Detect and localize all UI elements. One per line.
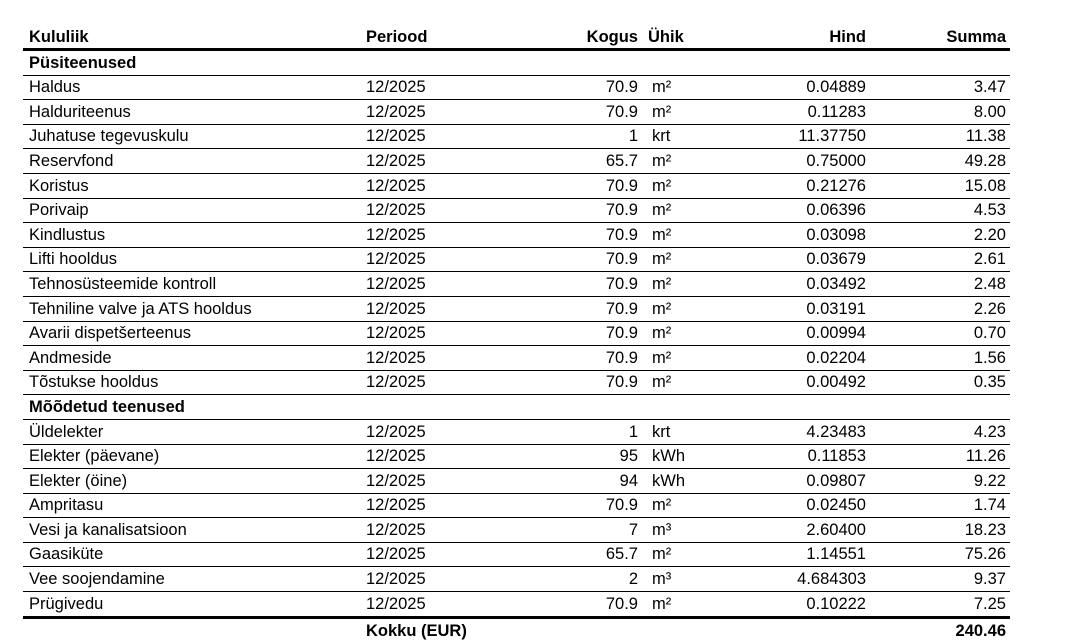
cell-unit: m² bbox=[642, 149, 727, 174]
cell-price: 0.11853 bbox=[727, 444, 870, 469]
cell-period: 12/2025 bbox=[360, 321, 520, 346]
cell-price: 4.23483 bbox=[727, 419, 870, 444]
table-row bbox=[23, 75, 1010, 100]
cell-period: 12/2025 bbox=[360, 198, 520, 223]
cell-quantity: 70.9 bbox=[520, 198, 642, 223]
table-row bbox=[23, 100, 1010, 125]
cell-period: 12/2025 bbox=[360, 493, 520, 518]
cell-quantity: 70.9 bbox=[520, 223, 642, 248]
cell-quantity: 70.9 bbox=[520, 296, 642, 321]
cell-item: Juhatuse tegevuskulu bbox=[23, 124, 360, 149]
header-price: Hind bbox=[727, 27, 870, 50]
cell-unit: krt bbox=[642, 124, 727, 149]
table-row bbox=[23, 124, 1010, 149]
cell-sum: 1.74 bbox=[870, 493, 1010, 518]
cell-period: 12/2025 bbox=[360, 223, 520, 248]
cell-quantity: 1 bbox=[520, 124, 642, 149]
cell-item: Tõstukse hooldus bbox=[23, 370, 360, 395]
table-row bbox=[23, 149, 1010, 174]
table-row bbox=[23, 321, 1010, 346]
table-row bbox=[23, 247, 1010, 272]
cell-unit: m² bbox=[642, 321, 727, 346]
cell-unit: m² bbox=[642, 493, 727, 518]
table-row bbox=[23, 346, 1010, 371]
cell-period: 12/2025 bbox=[360, 247, 520, 272]
cell-item: Andmeside bbox=[23, 346, 360, 371]
cell-price: 0.09807 bbox=[727, 469, 870, 494]
cell-unit: m² bbox=[642, 370, 727, 395]
cell-unit: m² bbox=[642, 100, 727, 125]
table-row bbox=[23, 419, 1010, 444]
cell-price: 4.684303 bbox=[727, 567, 870, 592]
cell-price: 11.37750 bbox=[727, 124, 870, 149]
cell-unit: m² bbox=[642, 198, 727, 223]
cell-quantity: 70.9 bbox=[520, 100, 642, 125]
cell-item: Prügivedu bbox=[23, 592, 360, 618]
cell-quantity: 70.9 bbox=[520, 75, 642, 100]
cell-item: Lifti hooldus bbox=[23, 247, 360, 272]
cell-sum: 9.22 bbox=[870, 469, 1010, 494]
cell-price: 0.03191 bbox=[727, 296, 870, 321]
cell-quantity: 65.7 bbox=[520, 542, 642, 567]
header-sum: Summa bbox=[870, 27, 1010, 50]
table-row bbox=[23, 493, 1010, 518]
cell-item: Tehnosüsteemide kontroll bbox=[23, 272, 360, 297]
cell-quantity: 70.9 bbox=[520, 321, 642, 346]
cell-sum: 2.26 bbox=[870, 296, 1010, 321]
cell-item: Elekter (päevane) bbox=[23, 444, 360, 469]
table-row bbox=[23, 518, 1010, 543]
cell-quantity: 94 bbox=[520, 469, 642, 494]
cell-sum: 2.61 bbox=[870, 247, 1010, 272]
header-item: Kululiik bbox=[23, 27, 360, 50]
cell-quantity: 70.9 bbox=[520, 247, 642, 272]
cell-period: 12/2025 bbox=[360, 419, 520, 444]
cell-sum: 9.37 bbox=[870, 567, 1010, 592]
cell-sum: 3.47 bbox=[870, 75, 1010, 100]
cell-quantity: 70.9 bbox=[520, 493, 642, 518]
cell-item: Halduriteenus bbox=[23, 100, 360, 125]
cell-quantity: 2 bbox=[520, 567, 642, 592]
cell-price: 0.00492 bbox=[727, 370, 870, 395]
total-value: 240.46 bbox=[955, 621, 1006, 640]
table-row bbox=[23, 223, 1010, 248]
cost-table bbox=[23, 27, 1010, 643]
cell-unit: krt bbox=[642, 419, 727, 444]
cell-sum: 2.48 bbox=[870, 272, 1010, 297]
table-row bbox=[23, 173, 1010, 198]
cell-sum: 2.20 bbox=[870, 223, 1010, 248]
cell-item: Ampritasu bbox=[23, 493, 360, 518]
cell-period: 12/2025 bbox=[360, 518, 520, 543]
cell-period: 12/2025 bbox=[360, 346, 520, 371]
cell-unit: m² bbox=[642, 173, 727, 198]
cell-period: 12/2025 bbox=[360, 296, 520, 321]
cell-item: Üldelekter bbox=[23, 419, 360, 444]
header-quantity: Kogus bbox=[520, 27, 642, 50]
cell-unit: m² bbox=[642, 75, 727, 100]
cell-price: 0.11283 bbox=[727, 100, 870, 125]
cell-unit: kWh bbox=[642, 469, 727, 494]
cell-period: 12/2025 bbox=[360, 124, 520, 149]
cell-quantity: 70.9 bbox=[520, 272, 642, 297]
cell-unit: m² bbox=[642, 223, 727, 248]
table-row bbox=[23, 272, 1010, 297]
cell-sum: 0.35 bbox=[870, 370, 1010, 395]
cell-price: 0.02450 bbox=[727, 493, 870, 518]
table-body bbox=[23, 50, 1010, 618]
cell-sum: 15.08 bbox=[870, 173, 1010, 198]
cell-unit: m² bbox=[642, 247, 727, 272]
cell-sum: 7.25 bbox=[870, 592, 1010, 618]
cell-quantity: 1 bbox=[520, 419, 642, 444]
cell-price: 1.14551 bbox=[727, 542, 870, 567]
cell-period: 12/2025 bbox=[360, 444, 520, 469]
cell-sum: 75.26 bbox=[870, 542, 1010, 567]
cell-quantity: 7 bbox=[520, 518, 642, 543]
cell-quantity: 95 bbox=[520, 444, 642, 469]
cell-period: 12/2025 bbox=[360, 173, 520, 198]
cell-sum: 4.53 bbox=[870, 198, 1010, 223]
cell-period: 12/2025 bbox=[360, 370, 520, 395]
cell-price: 0.04889 bbox=[727, 75, 870, 100]
cell-quantity: 70.9 bbox=[520, 370, 642, 395]
section-title: Mõõdetud teenused bbox=[23, 395, 1010, 420]
section-header-row bbox=[23, 395, 1010, 420]
cell-item: Kindlustus bbox=[23, 223, 360, 248]
cell-price: 0.00994 bbox=[727, 321, 870, 346]
table-row bbox=[23, 444, 1010, 469]
cell-period: 12/2025 bbox=[360, 592, 520, 618]
cell-period: 12/2025 bbox=[360, 149, 520, 174]
cell-sum: 0.70 bbox=[870, 321, 1010, 346]
cell-quantity: 65.7 bbox=[520, 149, 642, 174]
header-unit: Ühik bbox=[642, 27, 727, 50]
total-spacer bbox=[727, 617, 870, 643]
total-row bbox=[23, 617, 1010, 643]
cell-price: 0.03679 bbox=[727, 247, 870, 272]
cell-unit: m² bbox=[642, 542, 727, 567]
cell-price: 2.60400 bbox=[727, 518, 870, 543]
cell-price: 0.75000 bbox=[727, 149, 870, 174]
cell-period: 12/2025 bbox=[360, 272, 520, 297]
table-row bbox=[23, 592, 1010, 618]
cell-item: Elekter (öine) bbox=[23, 469, 360, 494]
table-row bbox=[23, 542, 1010, 567]
cell-item: Reservfond bbox=[23, 149, 360, 174]
cell-quantity: 70.9 bbox=[520, 346, 642, 371]
cell-period: 12/2025 bbox=[360, 100, 520, 125]
cell-sum: 8.00 bbox=[870, 100, 1010, 125]
cell-unit: m² bbox=[642, 346, 727, 371]
cell-price: 0.03492 bbox=[727, 272, 870, 297]
cell-quantity: 70.9 bbox=[520, 173, 642, 198]
cell-quantity: 70.9 bbox=[520, 592, 642, 618]
section-title: Püsiteenused bbox=[23, 50, 1010, 76]
cell-period: 12/2025 bbox=[360, 567, 520, 592]
cell-sum: 18.23 bbox=[870, 518, 1010, 543]
table-row bbox=[23, 370, 1010, 395]
cell-sum: 11.26 bbox=[870, 444, 1010, 469]
cell-item: Porivaip bbox=[23, 198, 360, 223]
cell-price: 0.02204 bbox=[727, 346, 870, 371]
cell-unit: m² bbox=[642, 296, 727, 321]
cell-sum: 4.23 bbox=[870, 419, 1010, 444]
cell-item: Vesi ja kanalisatsioon bbox=[23, 518, 360, 543]
total-label: Kokku (EUR) bbox=[366, 621, 467, 640]
table-row bbox=[23, 567, 1010, 592]
table-header-row bbox=[23, 27, 1010, 50]
cell-item: Avarii dispetšerteenus bbox=[23, 321, 360, 346]
cell-sum: 11.38 bbox=[870, 124, 1010, 149]
cell-item: Koristus bbox=[23, 173, 360, 198]
cell-unit: m³ bbox=[642, 518, 727, 543]
header-period: Periood bbox=[360, 27, 520, 50]
cell-sum: 49.28 bbox=[870, 149, 1010, 174]
cell-price: 0.21276 bbox=[727, 173, 870, 198]
cell-item: Gaasiküte bbox=[23, 542, 360, 567]
section-header-row bbox=[23, 50, 1010, 76]
cell-sum: 1.56 bbox=[870, 346, 1010, 371]
table-row bbox=[23, 198, 1010, 223]
table-row bbox=[23, 296, 1010, 321]
cell-unit: kWh bbox=[642, 444, 727, 469]
cell-price: 0.03098 bbox=[727, 223, 870, 248]
cell-period: 12/2025 bbox=[360, 542, 520, 567]
table-row bbox=[23, 469, 1010, 494]
total-spacer bbox=[23, 617, 360, 643]
cell-unit: m³ bbox=[642, 567, 727, 592]
cell-unit: m² bbox=[642, 272, 727, 297]
cell-price: 0.06396 bbox=[727, 198, 870, 223]
cell-item: Vee soojendamine bbox=[23, 567, 360, 592]
cell-unit: m² bbox=[642, 592, 727, 618]
cell-item: Tehniline valve ja ATS hooldus bbox=[23, 296, 360, 321]
cell-price: 0.10222 bbox=[727, 592, 870, 618]
cell-item: Haldus bbox=[23, 75, 360, 100]
cell-period: 12/2025 bbox=[360, 75, 520, 100]
cell-period: 12/2025 bbox=[360, 469, 520, 494]
